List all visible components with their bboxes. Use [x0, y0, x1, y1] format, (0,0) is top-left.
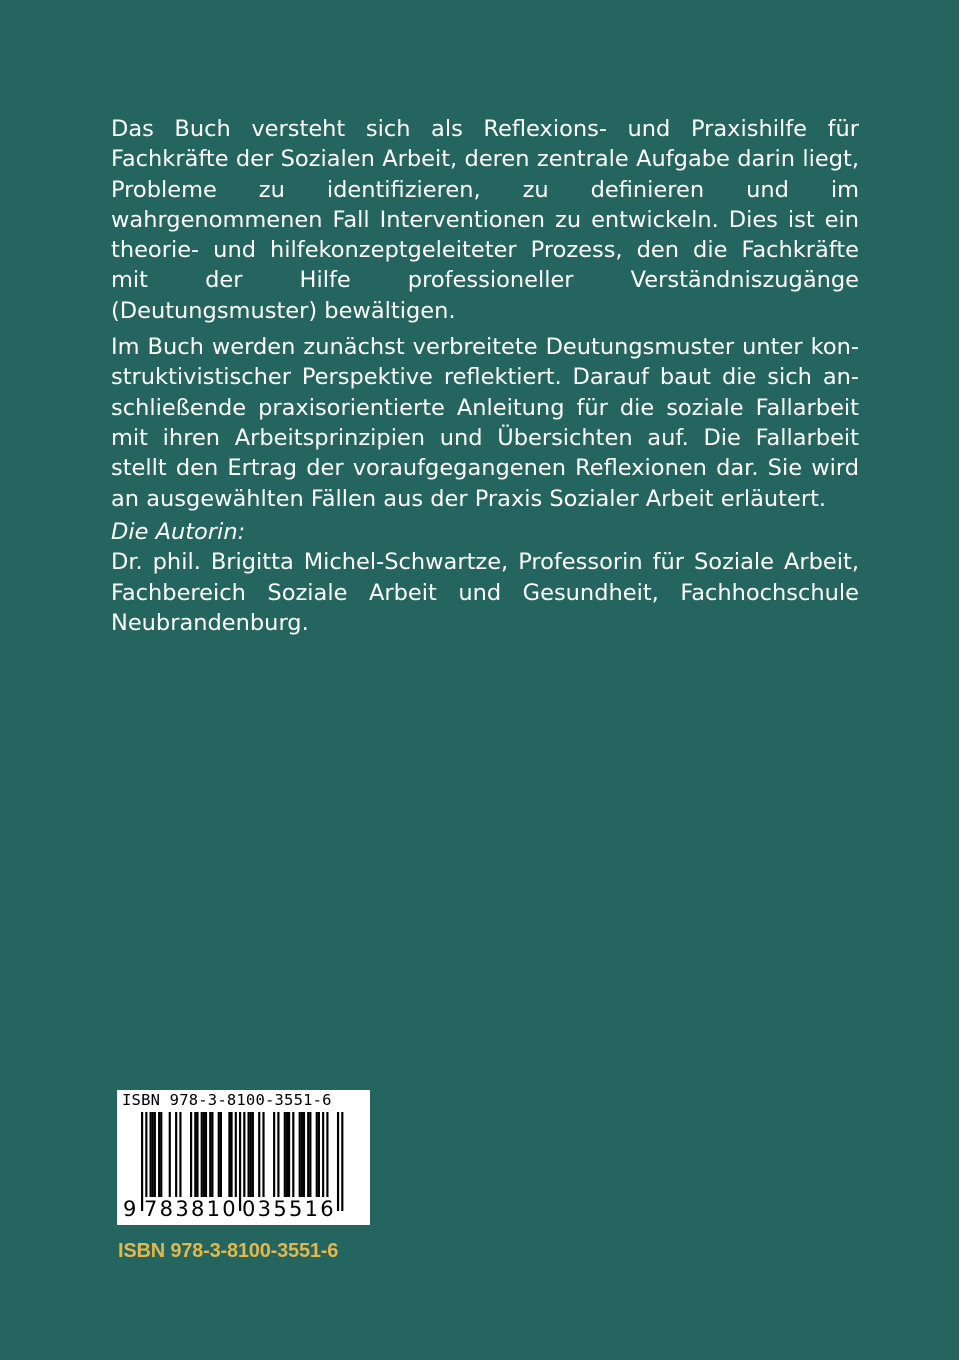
barcode-digits-right: 035516 [242, 1197, 336, 1221]
barcode-digits-left: 783810 [144, 1197, 238, 1221]
barcode-guard-bar [341, 1112, 343, 1211]
barcode-bar [194, 1112, 196, 1197]
barcode-bar [152, 1112, 154, 1197]
barcode-bar [318, 1112, 320, 1197]
barcode-bar [322, 1112, 324, 1197]
barcode-bar [248, 1112, 250, 1197]
author-bio: Dr. phil. Brigitta Michel-Schwartze, Professorin für Soziale Arbeit, Fachbereich Soziale Arbeit und Gesundheit, Fachhochschule Neubrandenburg. [111, 549, 859, 636]
barcode-bar [235, 1112, 237, 1197]
barcode-bar [309, 1112, 311, 1197]
barcode-bar [303, 1112, 305, 1197]
blurb-paragraph-2: Im Buch werden zunächst verbreitete Deutungsmuster unter konstruktivistischer Perspektive reflektiert. Darauf baut die sich anschließende praxisorientierte Anleitung für die soziale Fallarbeit mit ihren Arbeitsprinzipien und Übersichten auf. Die Fallarbeit stellt den Ertrag der voraufgegangenen Reflexionen dar. Sie wird an ausgewählten Fällen aus der Praxis Sozialer Arbeit erläutert. [111, 334, 859, 512]
barcode-bar [230, 1112, 232, 1197]
barcode-guard-bar [239, 1112, 241, 1211]
barcode-bar [326, 1112, 328, 1197]
barcode-bar [262, 1112, 264, 1197]
barcode-bar [220, 1112, 222, 1197]
barcode-bar [158, 1112, 160, 1197]
back-cover-blurb [111, 114, 859, 514]
barcode-bar [228, 1112, 230, 1197]
barcode-bar [307, 1112, 309, 1197]
isbn-text: ISBN 978-3-8100-3551-6 [118, 1240, 339, 1262]
barcode-guard-bar [337, 1112, 339, 1211]
barcode-bar [299, 1112, 301, 1197]
barcode-bar [273, 1112, 275, 1197]
barcode-bar [258, 1112, 260, 1197]
blurb-paragraph-1: Das Buch versteht sich als Reflexions- und Praxishilfe für Fachkräfte der Sozialen Arbeit, deren zentrale Aufgabe darin liegt, Probleme zu identifizieren, zu definieren und im wahrgenommenen Fall Interventionen zu entwickeln. Dies ist ein theorie- und hilfekonzeptgeleiteter Prozess, den die Fachkräfte mit der Hilfe professioneller Verständniszugänge (Deutungsmuster) bewältigen. [111, 116, 859, 324]
barcode-bar [301, 1112, 303, 1197]
barcode-guard-bar [141, 1112, 143, 1211]
barcode-bar [175, 1112, 177, 1197]
barcode-bar [160, 1112, 162, 1197]
barcode-bar [201, 1112, 203, 1197]
barcode-bar [154, 1112, 156, 1197]
barcode-bar [196, 1112, 198, 1197]
barcode-bar [292, 1112, 294, 1197]
barcode-bar [288, 1112, 290, 1197]
barcode-bar [284, 1112, 286, 1197]
barcode-bar [277, 1112, 279, 1197]
barcode-bar [211, 1112, 213, 1197]
barcode-bar [316, 1112, 318, 1197]
barcode-bar [205, 1112, 207, 1197]
barcode-bar [250, 1112, 252, 1197]
barcode-bar [252, 1112, 254, 1197]
barcode-bar [203, 1112, 205, 1197]
barcode-bar [179, 1112, 181, 1197]
author-heading: Die Autorin: [111, 519, 246, 545]
barcode-bar [218, 1112, 220, 1197]
author-section [111, 517, 859, 638]
barcode-digit-first: 9 [123, 1197, 137, 1221]
barcode-bar [209, 1112, 211, 1197]
barcode-bar [286, 1112, 288, 1197]
barcode [117, 1090, 370, 1225]
barcode-bar [169, 1112, 171, 1197]
barcode-bar [150, 1112, 152, 1197]
barcode-isbn-label: ISBN 978-3-8100-3551-6 [122, 1091, 332, 1109]
barcode-bar [190, 1112, 192, 1197]
